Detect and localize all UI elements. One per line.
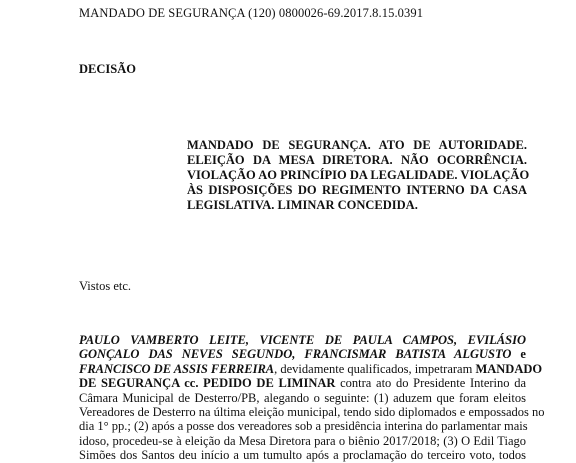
decision-body [79,333,545,463]
decision-title: DECISÃO [79,62,136,76]
body-line: idoso, procedeu-se à eleição da Mesa Diretora para o biênio 2017/2018; (3) O Edil Tiago [79,433,526,448]
action-type: MANDADO [475,361,543,376]
petitioner-names: GONÇALO DAS NEVES SEGUNDO, FRANCISMAR BATISTA ALGUSTO [79,347,512,362]
body-fragment: contra ato do Presidente Interino da [335,376,526,391]
body-line: Câmara Municipal de Desterro/PB, alegando o seguinte: (1) aduzem que foram eleitos [79,390,526,405]
ementa-line: LEGISLATIVA. LIMINAR CONCEDIDA. [187,198,418,212]
body-line [79,361,543,376]
ementa-line: ÀS DISPOSIÇÕES DO REGIMENTO INTERNO DA CASA [187,183,527,197]
body-line: PAULO VAMBERTO LEITE, VICENTE DE PAULA CAMPOS, EVILÁSIO [79,333,526,347]
ementa-block [187,138,530,213]
ementa-line: ELEIÇÃO DA MESA DIRETORA. NÃO OCORRÊNCIA. [187,153,527,167]
ementa-line: VIOLAÇÃO AO PRINCÍPIO DA LEGALIDADE. VIOLAÇÃO [187,168,530,182]
body-line [79,376,526,390]
body-fragment: , devidamente qualificados, impetraram [274,361,476,376]
ementa-line: MANDADO DE SEGURANÇA. ATO DE AUTORIDADE. [187,138,527,152]
body-line: Simões dos Santos deu início a um tumulto após a proclamação do terceiro voto, todos [79,448,526,463]
petitioner-name: FRANCISCO DE ASSIS FERREIRA [79,361,275,376]
case-number-header: MANDADO DE SEGURANÇA (120) 0800026-69.2017.8.15.0391 [79,6,424,20]
body-line: dia 1° pp.; (2) após a posse dos vereadores sob a presidência interina do parlamentar mais [79,419,528,434]
action-type: DE SEGURANÇA cc. PEDIDO DE LIMINAR [79,376,336,391]
vistos-text: Vistos etc. [79,279,132,293]
body-line: Vereadores de Desterro na última eleição municipal, tendo sido diplomados e empossados no [79,405,545,420]
body-line [79,347,526,361]
conjunction-text: e [511,347,526,362]
